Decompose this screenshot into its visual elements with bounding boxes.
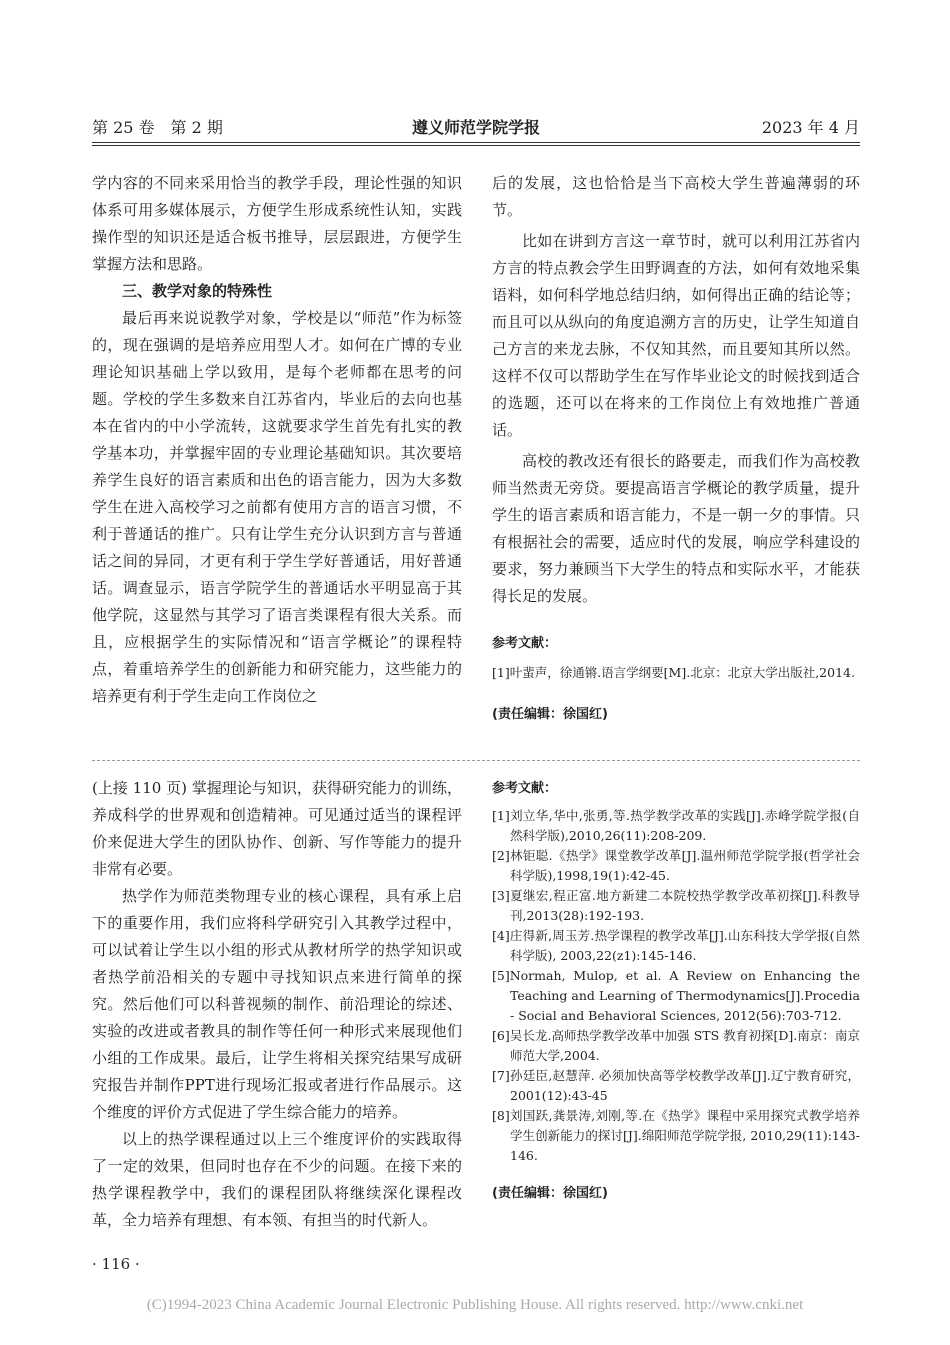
- header-rule-thin: [92, 145, 860, 146]
- volume-issue: 第 25 卷 第 2 期: [92, 118, 223, 137]
- references-list: [492, 806, 860, 1166]
- references-heading: 参考文献：: [492, 636, 558, 651]
- reference-item: [6]吴长龙.高师热学教学改革中加强 STS 教育初探[D].南京：南京师范大学,2004.: [492, 1028, 860, 1063]
- bottom-left-column: [92, 775, 462, 1234]
- section-heading: 三、教学对象的特殊性: [122, 282, 273, 300]
- reference-item: [7]孙廷臣,赵慧萍. 必须加快高等学校教学改革[J].辽宁教育研究，2001(12):43-45: [492, 1068, 860, 1103]
- section-divider: [92, 760, 860, 761]
- paragraph: 学内容的不同来采用恰当的教学手段，理论性强的知识体系可用多媒体展示，方便学生形成系统性认知，实践操作型的知识还是适合板书推导，层层跟进，方便学生掌握方法和思路。: [92, 174, 462, 273]
- top-right-column: [492, 170, 860, 728]
- paragraph: 后的发展，这也恰恰是当下高校大学生普遍薄弱的环节。: [492, 174, 860, 219]
- top-left-column: [92, 170, 462, 710]
- paragraph: 最后再来说说教学对象，学校是以“师范”作为标签的，现在强调的是培养应用型人才。如何在广博的专业理论知识基础上学以致用，是每个老师都在思考的问题。学校的学生多数来自江苏省内，毕业后的去向也基本在省内的中小学流转，这就要求学生首先有扎实的教学基本功，并掌握牢固的专业理论基础知识。其次要培养学生良好的语言素质和出色的语言能力，因为大多数学生在进入高校学习之前都有使用方言的语言习惯，不利于普通话的推广。只有让学生充分认识到方言与普通话之间的异同，才更有利于学生学好普通话，用好普通话。调查显示，语言学院学生的普通话水平明显高于其他学院，这显然与其学习了语言类课程有很大关系。而且，应根据学生的实际情况和“语言学概论”的课程特点，着重培养学生的创新能力和研究能力，这些能力的培养更有利于学生走向工作岗位之: [92, 309, 462, 705]
- copyright-watermark: (C)1994-2023 China Academic Journal Electronic Publishing House. All rights reserved. http://www.cnki.net: [146, 1297, 804, 1313]
- responsible-editor: (责任编辑：徐国红): [492, 707, 608, 722]
- reference-item: [8]刘国跃,龚景涛,刘刚,等.在《热学》课程中采用探究式教学培养学生创新能力的探讨[J].绵阳师范学院学报, 2010,29(11):143-146.: [492, 1108, 860, 1163]
- reference-item: [5]Normah, Mulop, et al. A Review on Enhancing the Teaching and Learning of Thermodynamics[J].Procedia - Social and Behavioral Sciences, 2012(56):703-712.: [492, 968, 860, 1023]
- paragraph: (上接 110 页) 掌握理论与知识，获得研究能力的训练，养成科学的世界观和创造精神。可见通过适当的课程评价来促进大学生的团队协作、创新、写作等能力的提升非常有必要。: [92, 779, 462, 878]
- page-number: · 116 ·: [92, 1255, 140, 1273]
- reference-item: [1]叶蜚声，徐通锵.语言学纲要[M].北京：北京大学出版社,2014.: [492, 665, 855, 680]
- bottom-right-column: [492, 775, 860, 1207]
- responsible-editor: (责任编辑：徐国红): [492, 1186, 608, 1201]
- journal-title: 遵义师范学院学报: [411, 118, 540, 137]
- references-heading: 参考文献：: [492, 781, 558, 796]
- running-header: [92, 115, 860, 141]
- reference-item: [1]刘立华,华中,张勇,等.热学教学改革的实践[J].赤峰学院学报(自然科学版),2010,26(11):208-209.: [492, 808, 860, 843]
- issue-date: 2023 年 4 月: [761, 118, 860, 137]
- paragraph: 热学作为师范类物理专业的核心课程，具有承上启下的重要作用，我们应将科学研究引入其教学过程中，可以试着让学生以小组的形式从教材所学的热学知识或者热学前沿相关的专题中寻找知识点来进行简单的探究。然后他们可以科普视频的制作、前沿理论的综述、实验的改进或者教具的制作等任何一种形式来展现他们小组的工作成果。最后，让学生将相关探究结果写成研究报告并制作PPT进行现场汇报或者进行作品展示。这个维度的评价方式促进了学生综合能力的培养。: [92, 887, 462, 1121]
- paragraph: 高校的教改还有很长的路要走，而我们作为高校教师当然责无旁贷。要提高语言学概论的教学质量，提升学生的语言素质和语言能力，不是一朝一夕的事情。只有根据社会的需要，适应时代的发展，响应学科建设的要求，努力兼顾当下大学生的特点和实际水平，才能获得长足的发展。: [492, 452, 860, 605]
- header-rule: [92, 142, 860, 143]
- reference-item: [3]夏继宏,程正富.地方新建二本院校热学教学改革初探[J].科教导刊,2013(28):192-193.: [492, 888, 860, 923]
- reference-item: [2]林钜聪.《热学》课堂教学改革[J].温州师范学院学报(哲学社会科学版),1998,19(1):42-45.: [492, 848, 860, 883]
- reference-item: [4]庄得新,周玉芳.热学课程的教学改革[J].山东科技大学学报(自然科学版), 2003,22(z1):145-146.: [492, 928, 860, 963]
- paragraph: 以上的热学课程通过以上三个维度评价的实践取得了一定的效果，但同时也存在不少的问题。在接下来的热学课程教学中，我们的课程团队将继续深化课程改革，全力培养有理想、有本领、有担当的时代新人。: [92, 1130, 462, 1229]
- paragraph: 比如在讲到方言这一章节时，就可以利用江苏省内方言的特点教会学生田野调查的方法，如何有效地采集语料，如何科学地总结归纳，如何得出正确的结论等；而且可以从纵向的角度追溯方言的历史，让学生知道自己方言的来龙去脉，不仅知其然，而且要知其所以然。这样不仅可以帮助学生在写作毕业论文的时候找到适合的选题，还可以在将来的工作岗位上有效地推广普通话。: [492, 232, 860, 439]
